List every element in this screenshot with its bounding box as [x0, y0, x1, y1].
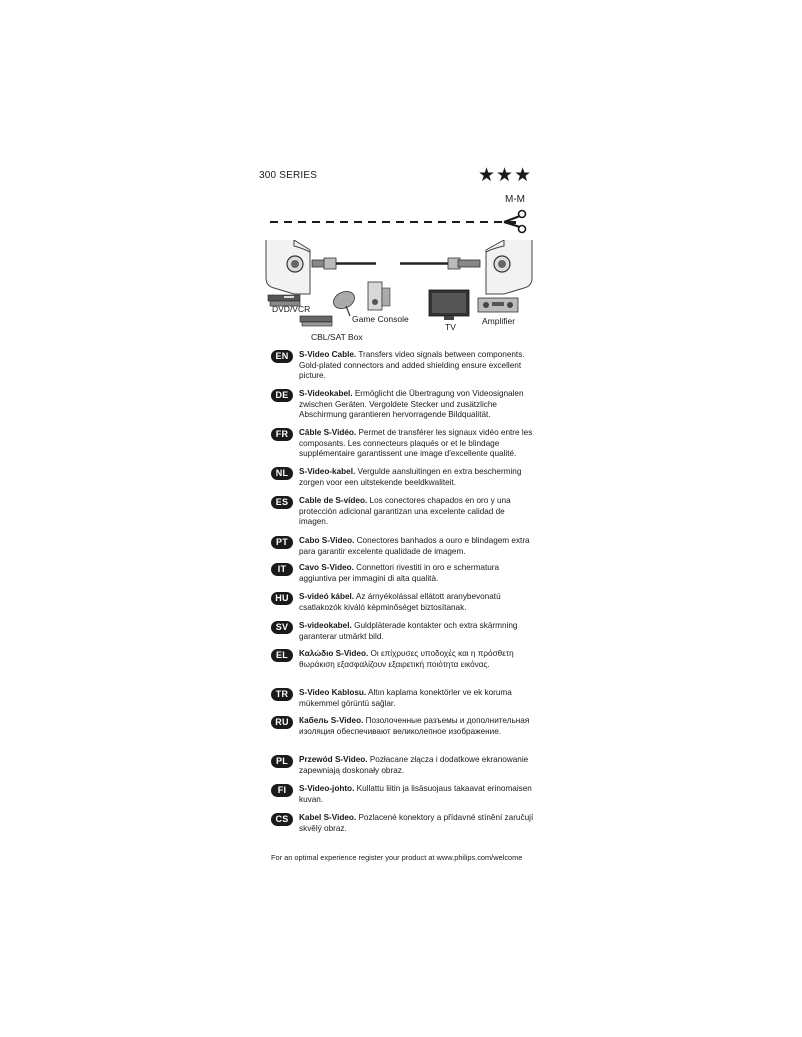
language-badge: SV	[271, 621, 293, 634]
cut-line	[270, 200, 532, 240]
registration-footer: For an optimal experience register your product at www.philips.com/welcome	[271, 853, 523, 862]
language-badge: FR	[271, 428, 293, 441]
lang-body: Οι επίχρυσες υποδοχές και η πρόσθετη θωράκιση εξασφαλίζουν εξαιρετική ποιότητα εικόνας.	[299, 649, 514, 669]
lang-title: Câble S-Vidéo.	[299, 428, 357, 437]
lang-body: Pozłacane złącza i dodatkowe ekranowanie zapewniają doskonały obraz.	[299, 755, 529, 775]
lang-entry-pl	[271, 755, 535, 776]
language-badge: ES	[271, 496, 293, 509]
lang-title: S-Video Cable.	[299, 350, 357, 359]
language-badge: CS	[271, 813, 293, 826]
lang-body: Kullattu liitin ja lisäsuojaus takaavat erinomaisen kuvan.	[299, 784, 532, 804]
lang-entry-ru	[271, 716, 535, 737]
language-badge: FI	[271, 784, 293, 797]
device-label-dvd-vcr: DVD/VCR	[272, 304, 311, 314]
star-icon: ★★★	[478, 165, 533, 186]
device-label-game-console: Game Console	[352, 314, 409, 324]
lang-title: Cavo S-Video.	[299, 563, 354, 572]
lang-entry-es	[271, 496, 535, 528]
language-badge: PT	[271, 536, 293, 549]
lang-entry-tr	[271, 688, 535, 709]
lang-title: Kabel S-Video.	[299, 813, 357, 822]
lang-entry-de	[271, 389, 535, 421]
lang-title: S-Video-johto.	[299, 784, 355, 793]
language-badge: PL	[271, 755, 293, 768]
lang-entry-cs	[271, 813, 535, 834]
cbl-sat-box-device	[300, 316, 332, 326]
tv-device	[429, 290, 469, 320]
lang-entry-fi	[271, 784, 535, 805]
device-label-cbl-sat-box: CBL/SAT Box	[311, 332, 363, 342]
series-label: 300 SERIES	[259, 170, 318, 181]
language-badge: DE	[271, 389, 293, 402]
satellite-dish	[331, 288, 358, 316]
right-device-panel	[486, 240, 532, 294]
scissors-icon	[504, 211, 526, 233]
lang-title: Καλώδιο S-Video.	[299, 649, 369, 658]
lang-title: S-videokabel.	[299, 621, 352, 630]
lang-entry-nl	[271, 467, 535, 488]
language-badge: IT	[271, 563, 293, 576]
left-device-panel	[266, 240, 310, 294]
svideo-cable	[312, 258, 480, 269]
lang-entry-el	[271, 649, 535, 670]
language-badge: EN	[271, 350, 293, 363]
lang-body: Guldpläterade kontakter och extra skärmning garanterar utmärkt bild.	[299, 621, 518, 641]
lang-body: Connettori rivestiti in oro e schermatura aggiuntiva per immagini di alta qualità.	[299, 563, 500, 583]
lang-entry-fr	[271, 428, 535, 460]
language-badge: RU	[271, 716, 293, 729]
game-console-device	[368, 282, 390, 310]
language-badge: TR	[271, 688, 293, 701]
lang-body: Los conectores chapados en oro y una protección adicional garantizan una excelente calidad de imagen.	[299, 496, 511, 527]
lang-body: Conectores banhados a ouro e blindagem extra para garantir excelente qualidade de imagem.	[299, 536, 530, 556]
language-badge: HU	[271, 592, 293, 605]
lang-body: Transfers video signals between components. Gold-plated connectors and added shielding ensure excellent picture.	[299, 350, 525, 381]
connector-type-label: M-M	[505, 194, 525, 205]
lang-title: Przewód S-Video.	[299, 755, 368, 764]
connection-illustration	[264, 240, 534, 348]
language-badge: NL	[271, 467, 293, 480]
lang-entry-sv	[271, 621, 535, 642]
lang-body: Az árnyékolással ellátott aranybevonatú csatlakozók kiváló képminőséget biztosítanak.	[299, 592, 501, 612]
lang-title: Кабель S-Video.	[299, 716, 364, 725]
device-label-amplifier: Amplifier	[482, 316, 516, 326]
lang-entry-pt	[271, 536, 535, 557]
device-label-tv: TV	[445, 322, 456, 332]
lang-title: Cable de S-vídeo.	[299, 496, 368, 505]
language-badge: EL	[271, 649, 293, 662]
lang-body: Permet de transférer les signaux vidéo entre les composants. Les connecteurs plaqués or et le blindage supplémentaire garantissent une image d'excellente qualité.	[299, 428, 533, 459]
lang-body: Ermöglicht die Übertragung von Videosignalen zwischen Geräten. Vergoldete Stecker und zusätzliche Abschirmung garantieren hervorragende Bildqualität.	[299, 389, 524, 420]
amplifier-device	[478, 298, 518, 312]
lang-title: S-Videokabel.	[299, 389, 353, 398]
lang-body: Позолоченные разъемы и дополнительная изоляция обеспечивают великолепное изображение.	[299, 716, 530, 736]
lang-entry-en	[271, 350, 535, 382]
lang-title: S-Video Kablosu.	[299, 688, 367, 697]
lang-body: Pozlacené konektory a přídavné stínění zaručují skvělý obraz.	[299, 813, 534, 833]
lang-entry-it	[271, 563, 535, 584]
lang-title: Cabo S-Video.	[299, 536, 355, 545]
lang-entry-hu	[271, 592, 535, 613]
lang-body: Vergulde aansluitingen en extra bescherming zorgen voor een uitstekende beeldkwaliteit.	[299, 467, 522, 487]
lang-title: S-videó kábel.	[299, 592, 355, 601]
lang-body: Altın kaplama konektörler ve ek koruma mükemmel görüntü sağlar.	[299, 688, 512, 708]
lang-title: S-Video-kabel.	[299, 467, 356, 476]
